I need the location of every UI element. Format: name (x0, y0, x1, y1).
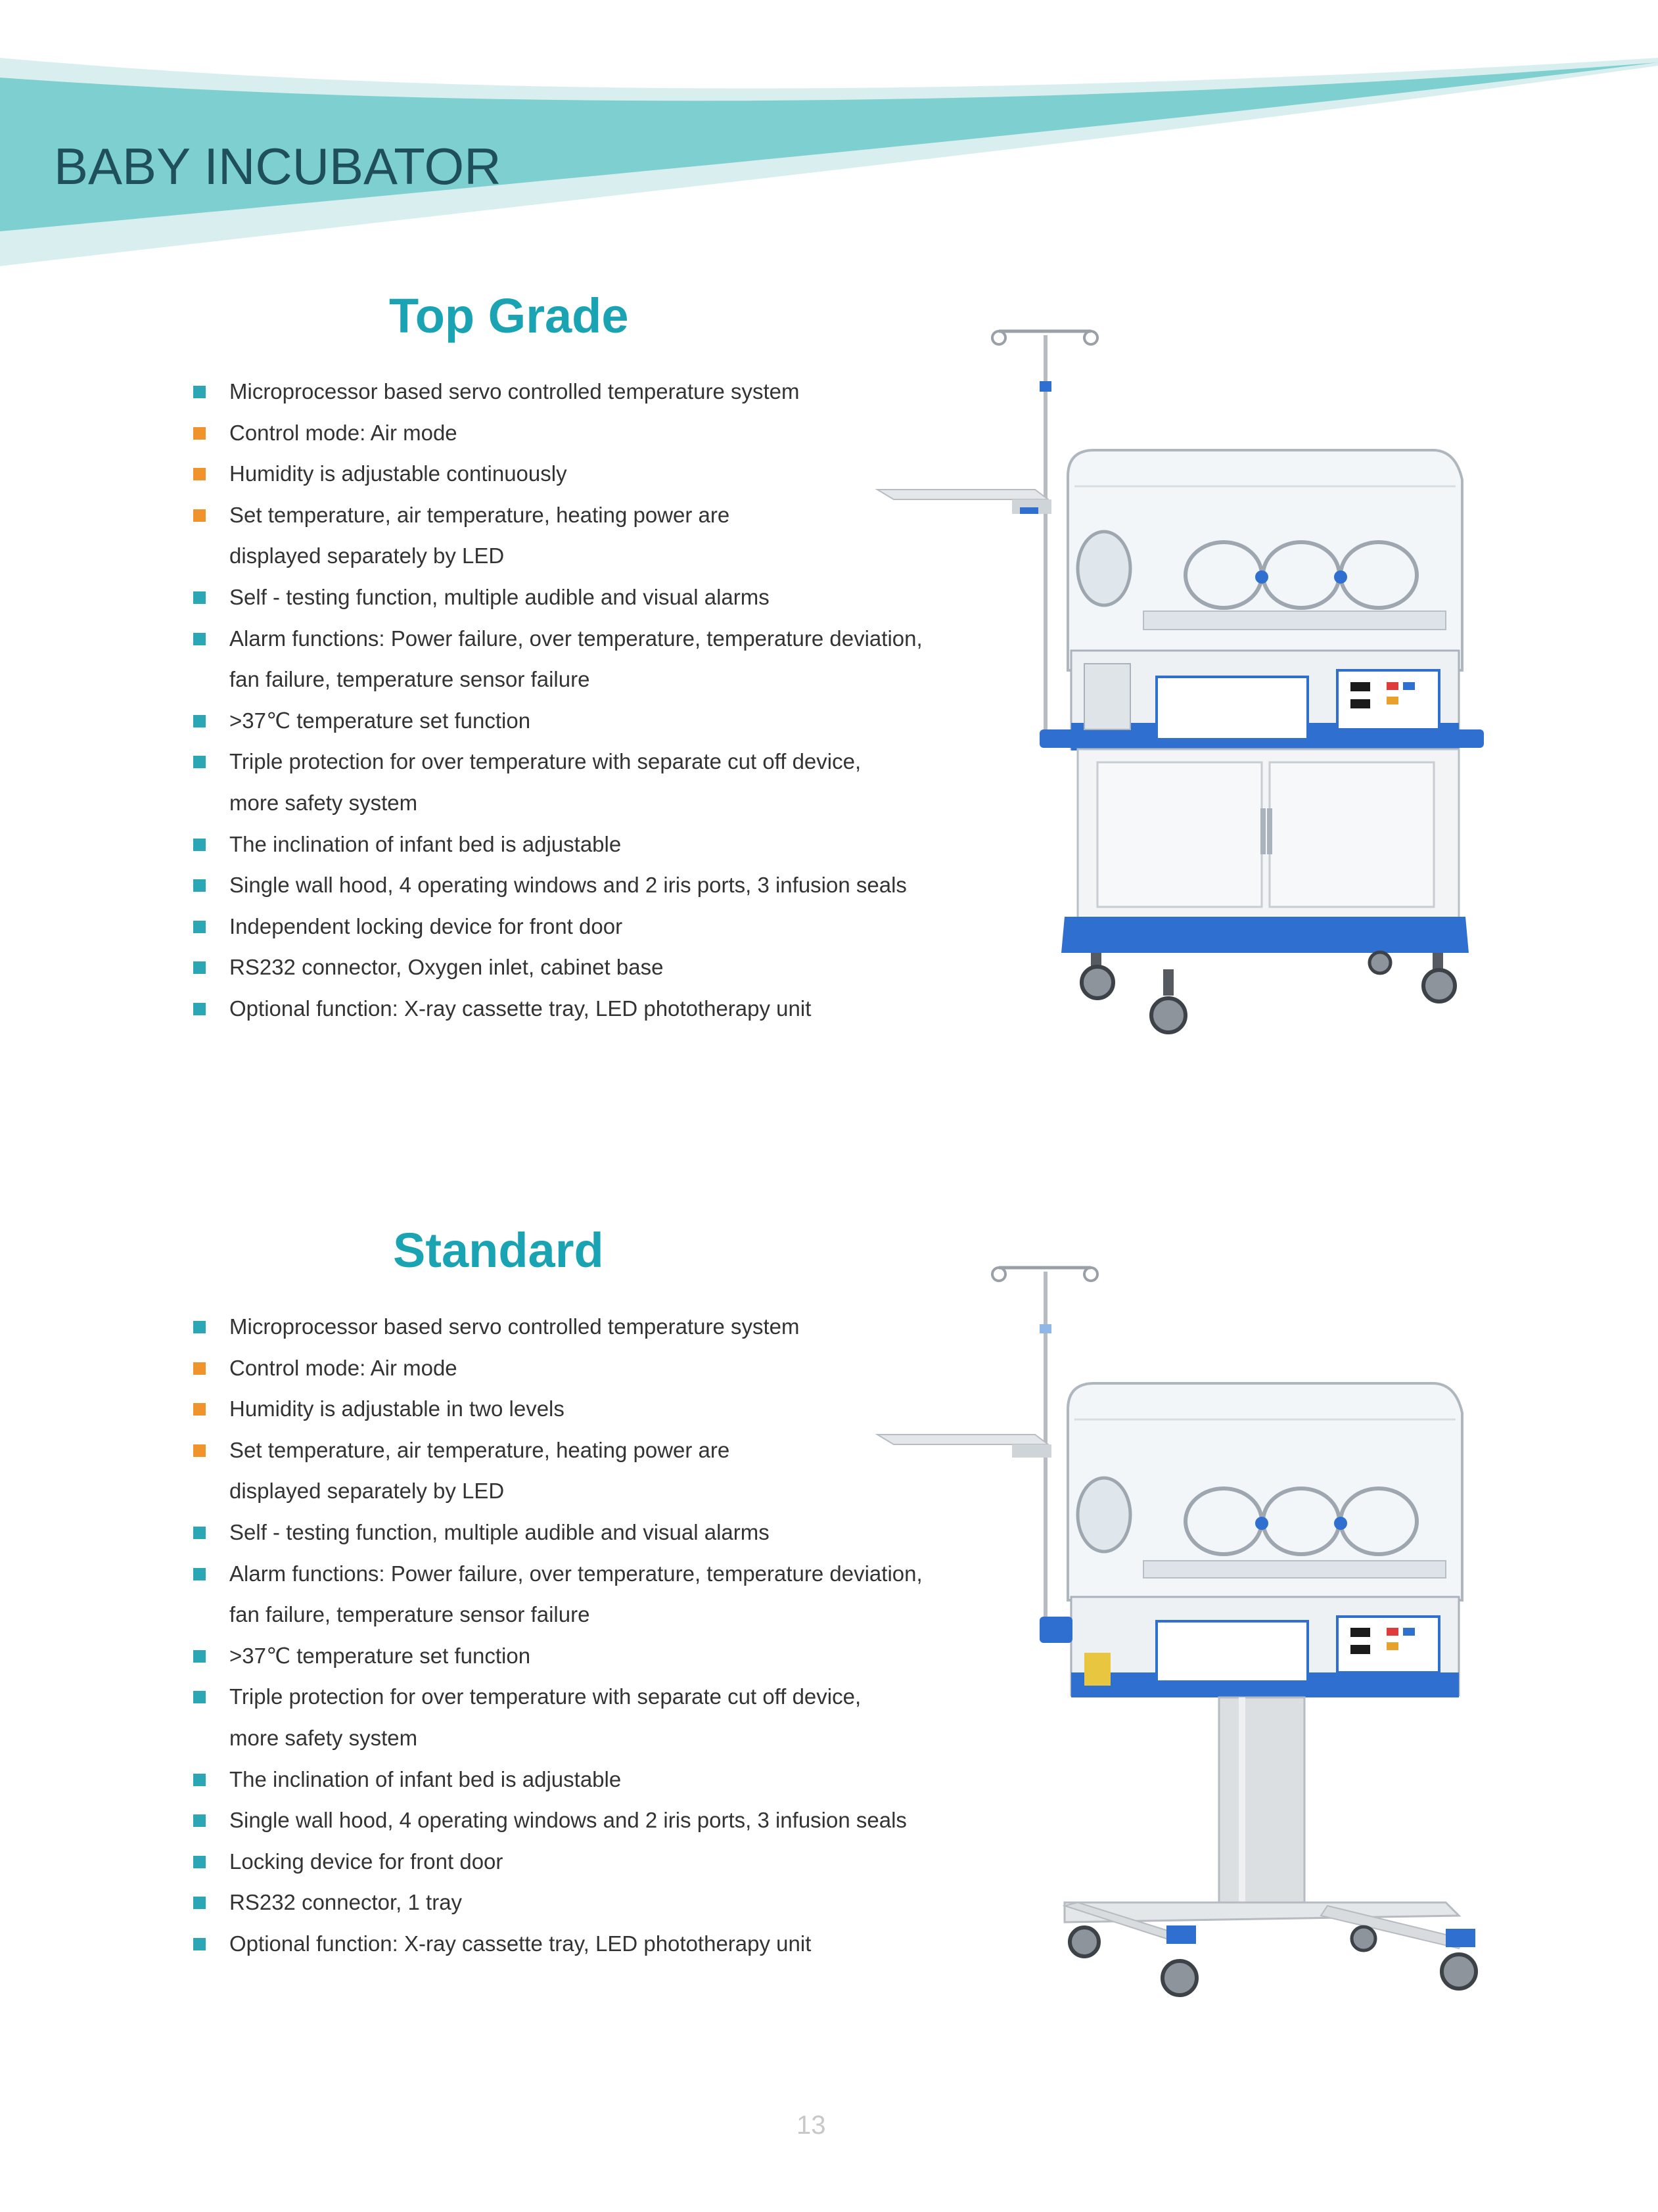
bullet-square-icon (193, 1568, 206, 1580)
bullet-square-icon (193, 1650, 206, 1663)
feature-text: Humidity is adjustable in two levels (229, 1396, 564, 1421)
feature-item (193, 495, 923, 577)
feature-text: Self - testing function, multiple audible and visual alarms (229, 584, 770, 609)
feature-text: RS232 connector, 1 tray (229, 1890, 463, 1915)
bullet-square-icon (193, 427, 206, 440)
feature-item (193, 1512, 923, 1554)
feature-text: Alarm functions: Power failure, over temperature, temperature deviation, (229, 626, 923, 651)
bullet-square-icon (193, 633, 206, 645)
bullet-square-icon (193, 591, 206, 604)
feature-item (193, 947, 923, 988)
incubator-image-standard (867, 1258, 1492, 2004)
bullet-square-icon (193, 715, 206, 727)
feature-list-standard (193, 1306, 923, 1965)
feature-item (193, 577, 923, 618)
feature-text: Locking device for front door (229, 1849, 503, 1874)
bullet-square-icon (193, 1774, 206, 1786)
feature-item (193, 906, 923, 948)
bullet-square-icon (193, 1403, 206, 1416)
feature-text: Independent locking device for front door (229, 913, 623, 938)
feature-item (193, 824, 923, 865)
feature-text: Microprocessor based servo controlled temperature system (229, 1314, 800, 1339)
feature-text: The inclination of infant bed is adjustable (229, 831, 622, 856)
feature-text-continued: more safety system (229, 1725, 418, 1750)
feature-text: Control mode: Air mode (229, 420, 457, 445)
feature-item (193, 1636, 923, 1677)
bullet-square-icon (193, 839, 206, 851)
feature-text-continued: more safety system (229, 790, 418, 815)
feature-item (193, 988, 923, 1030)
bullet-square-icon (193, 509, 206, 522)
bullet-square-icon (193, 1321, 206, 1333)
feature-text: Set temperature, air temperature, heating power are (229, 502, 730, 527)
feature-text-continued: fan failure, temperature sensor failure (229, 667, 590, 692)
bullet-square-icon (193, 1897, 206, 1909)
feature-item (193, 1841, 923, 1883)
feature-text: Set temperature, air temperature, heating power are (229, 1437, 730, 1462)
section-title-top-grade: Top Grade (389, 288, 629, 343)
feature-text: Control mode: Air mode (229, 1355, 457, 1380)
bullet-square-icon (193, 386, 206, 398)
feature-text: Triple protection for over temperature with separate cut off device, (229, 749, 862, 774)
feature-item (193, 1554, 923, 1636)
feature-item (193, 371, 923, 413)
bullet-square-icon (193, 1938, 206, 1950)
feature-text: Alarm functions: Power failure, over temperature, temperature deviation, (229, 1561, 923, 1586)
feature-item (193, 453, 923, 495)
feature-text: >37℃ temperature set function (229, 708, 531, 733)
feature-text: Optional function: X-ray cassette tray, LED phototherapy unit (229, 1931, 812, 1956)
feature-item (193, 1430, 923, 1512)
bullet-square-icon (193, 1856, 206, 1868)
feature-item (193, 1389, 923, 1430)
feature-item (193, 1882, 923, 1924)
feature-text: Single wall hood, 4 operating windows and 2 iris ports, 3 infusion seals (229, 873, 907, 898)
bullet-square-icon (193, 1362, 206, 1375)
feature-text: Humidity is adjustable continuously (229, 461, 567, 486)
bullet-square-icon (193, 756, 206, 768)
feature-text: Triple protection for over temperature with separate cut off device, (229, 1684, 862, 1709)
bullet-square-icon (193, 1691, 206, 1703)
feature-text: The inclination of infant bed is adjustable (229, 1766, 622, 1791)
feature-item (193, 1676, 923, 1759)
feature-text-continued: displayed separately by LED (229, 1479, 505, 1504)
feature-item (193, 618, 923, 701)
bullet-square-icon (193, 1814, 206, 1827)
feature-item (193, 865, 923, 906)
feature-text: >37℃ temperature set function (229, 1643, 531, 1668)
page-title: BABY INCUBATOR (54, 137, 501, 195)
incubator-image-top-grade (867, 322, 1492, 1065)
feature-item (193, 701, 923, 742)
bullet-square-icon (193, 921, 206, 933)
feature-item (193, 1348, 923, 1389)
bullet-square-icon (193, 1527, 206, 1539)
feature-text: RS232 connector, Oxygen inlet, cabinet base (229, 955, 664, 980)
feature-text-continued: displayed separately by LED (229, 543, 505, 568)
feature-text-continued: fan failure, temperature sensor failure (229, 1602, 590, 1627)
feature-item (193, 1759, 923, 1801)
feature-item (193, 741, 923, 823)
feature-text: Single wall hood, 4 operating windows and 2 iris ports, 3 infusion seals (229, 1808, 907, 1833)
section-title-standard: Standard (393, 1223, 604, 1278)
page-number: 13 (796, 2111, 826, 2140)
bullet-square-icon (193, 879, 206, 892)
feature-text: Microprocessor based servo controlled temperature system (229, 379, 800, 403)
feature-item (193, 1924, 923, 1965)
feature-text: Self - testing function, multiple audible and visual alarms (229, 1519, 770, 1544)
feature-item (193, 1800, 923, 1841)
bullet-square-icon (193, 468, 206, 480)
feature-item (193, 1306, 923, 1348)
bullet-square-icon (193, 961, 206, 974)
feature-item (193, 413, 923, 454)
feature-list-top-grade (193, 371, 923, 1030)
bullet-square-icon (193, 1003, 206, 1015)
feature-text: Optional function: X-ray cassette tray, LED phototherapy unit (229, 996, 812, 1021)
bullet-square-icon (193, 1444, 206, 1457)
